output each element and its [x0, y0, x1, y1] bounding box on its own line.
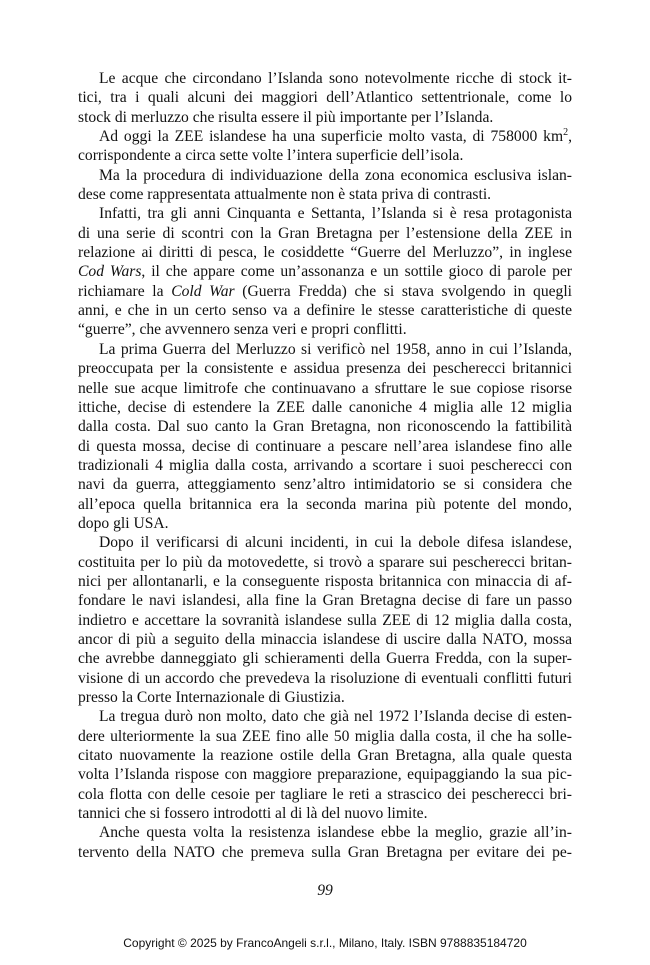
text-line: dopo gli USA.: [78, 514, 169, 532]
text-line: ittiche, decise di estendere la ZEE dalle canoniche 4 miglia alle 12 miglia: [78, 398, 572, 416]
paragraph: [78, 127, 572, 166]
text-line: dere ulteriormente la sua ZEE fino alle 50 miglia dalla costa, il che ha solle-: [78, 727, 572, 745]
text-line: che avrebbe danneggiato gli schieramenti della Guerra Fredda, con la super-: [78, 650, 572, 668]
text-line: Dopo il verificarsi di alcuni incidenti, in cui la debole difesa islandese,: [99, 534, 572, 552]
text-line: La prima Guerra del Merluzzo si verificò nel 1958, anno in cui l’Islanda,: [99, 340, 572, 358]
paragraph: [78, 340, 572, 533]
text-line: Le acque che circondano l’Islanda sono notevolmente ricche di stock it-: [99, 70, 572, 87]
text-line: nici per allontanarli, e la conseguente risposta britannica con minaccia di af-: [78, 572, 572, 590]
text-line: navi da guerra, atteggiamento senz’altro intimidatorio se si considera che: [78, 476, 572, 494]
text-line: presso la Corte Internazionale di Giustizia.: [78, 689, 345, 706]
text-line: ancor di più a seguito della minaccia islandese di uscire dalla NATO, mossa: [78, 630, 572, 648]
text-line: La tregua durò non molto, dato che già nel 1972 l’Islanda decise di esten-: [99, 708, 572, 726]
text-line: visione di un accordo che prevedeva la risoluzione di eventuali conflitti futuri: [78, 669, 572, 687]
paragraph: [78, 204, 572, 339]
text-line: Ma la procedura di individuazione della zona economica esclusiva islan-: [99, 166, 572, 184]
text-line: all’epoca quella britannica era la seconda marina più potente del mondo,: [78, 495, 572, 513]
text-line: citato nuovamente la reazione ostile della Gran Bretagna, alla quale questa: [78, 747, 572, 765]
text-line: di una serie di scontri con la Gran Bretagna per l’estensione della ZEE in: [78, 224, 572, 242]
text-line: dese come rappresentata attualmente non è stata priva di contrasti.: [78, 186, 492, 204]
text-line: Cod Wars, il che appare come un’assonanza e un sottile gioco di parole per: [78, 263, 572, 281]
text-line: richiamare la Cold War (Guerra Fredda) che si stava svolgendo in quegli: [78, 282, 572, 300]
text-line: relazione ai diritti di pesca, le cosiddette “Guerre del Merluzzo”, in inglese: [78, 244, 572, 262]
text-line: corrispondente a circa sette volte l’intera superficie dell’isola.: [78, 147, 464, 165]
paragraph: [78, 166, 572, 205]
text-line: volta l’Islanda rispose con maggiore preparazione, equipaggiando la sua pic-: [78, 766, 572, 784]
text-line: tannici che si fossero introdotti al di là del nuovo limite.: [78, 805, 428, 823]
text-line: costituita per lo più da motovedette, si trovò a sparare sui pescherecci britan-: [78, 553, 572, 571]
paragraph: [78, 823, 572, 862]
text-line: fondare le navi islandesi, alla fine la Gran Bretagna decise di fare un passo: [78, 592, 572, 610]
text-line: “guerre”, che avvennero senza veri e propri conflitti.: [78, 321, 407, 339]
text-line: cola flotta con delle cesoie per tagliare le reti a strascico dei pescherecci bri-: [78, 785, 572, 803]
text-line: di questa mossa, decise di continuare a pescare nell’area islandese fino alle: [78, 437, 572, 455]
text-line: tici, tra i quali alcuni dei maggiori dell’Atlantico settentrionale, come lo: [78, 89, 572, 107]
text-line: tradizionali 4 miglia dalla costa, arrivando a scortare i suoi pescherecci con: [78, 456, 572, 474]
paragraph: [78, 707, 572, 823]
text-line: tervento della NATO che premeva sulla Gran Bretagna per evitare dei pe-: [78, 843, 572, 861]
copyright-notice: Copyright © 2025 by FrancoAngeli s.r.l., Milano, Italy. ISBN 9788835184720: [123, 936, 527, 950]
text-line: stock di merluzzo che risulta essere il più importante per l’Islanda.: [78, 108, 494, 126]
page-number: 99: [317, 882, 333, 899]
body-text: [78, 69, 572, 862]
text-line: indietro e accettare la sovranità islandese sulla ZEE di 12 miglia dalla costa,: [78, 611, 572, 629]
text-line: preoccupata per la consistente e assidua presenza dei pescherecci britannici: [78, 360, 572, 378]
text-line: Ad oggi la ZEE islandese ha una superficie molto vasta, di 758000 $km^2$,: [99, 127, 572, 146]
paragraph: [78, 69, 572, 127]
text-line: anni, e che in un certo senso va a definire le stesse caratteristiche di queste: [78, 302, 572, 320]
text-line: Infatti, tra gli anni Cinquanta e Settanta, l’Islanda si è resa protagonista: [99, 205, 572, 223]
text-line: nelle sue acque limitrofe che continuavano a sfruttare le sue copiose risorse: [78, 379, 572, 397]
text-line: Anche questa volta la resistenza islandese ebbe la meglio, grazie all’in-: [99, 824, 572, 842]
text-line: dalla costa. Dal suo canto la Gran Bretagna, non riconoscendo la fattibilità: [78, 418, 572, 436]
paragraph: [78, 533, 572, 707]
